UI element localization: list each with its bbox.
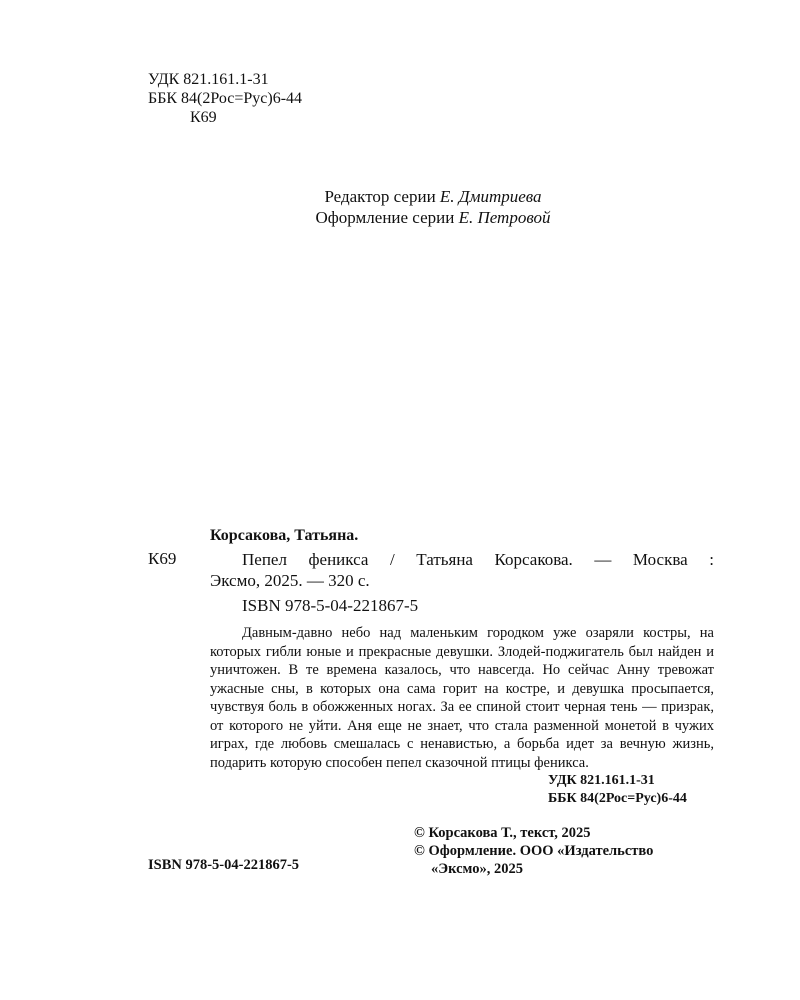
record-title-line2: Эксмо, 2025. — 320 с.: [210, 571, 370, 590]
editor-credit: [0, 186, 800, 207]
copyright-line-text: © Корсакова Т., текст, 2025: [414, 825, 591, 841]
annotation-udk: УДК 821.161.1-31: [548, 773, 655, 788]
annotation-bbk: ББК 84(2Рос=Рус)6-44: [548, 791, 687, 806]
author-mark: К69: [190, 109, 217, 126]
classification-block: [148, 70, 302, 127]
design-name: Е. Петровой: [458, 208, 551, 227]
record-title-statement: [210, 549, 714, 591]
isbn-bottom: ISBN 978-5-04-221867-5: [148, 857, 300, 873]
bbk-code: ББК 84(2Рос=Рус)6-44: [148, 90, 303, 107]
copyright-line-publisher: «Эксмо», 2025: [431, 861, 523, 877]
record-code: К69: [148, 549, 177, 568]
editor-label: Редактор серии: [324, 187, 440, 206]
record-title-line1: Пепел феникса / Татьяна Корсакова. — Москва :: [242, 550, 714, 569]
copyright-block: [414, 824, 653, 878]
editor-name: Е. Дмитриева: [439, 187, 542, 206]
series-credits: [0, 186, 800, 228]
annotation-classification: [548, 772, 687, 808]
udk-code: УДК 821.161.1-31: [148, 71, 269, 88]
design-label: Оформление серии: [315, 208, 459, 227]
design-credit: [0, 207, 800, 228]
record-isbn: ISBN 978-5-04-221867-5: [242, 596, 419, 615]
record-author: Корсакова, Татьяна.: [210, 527, 359, 544]
annotation-text: Давным-давно небо над маленьким городком уже озаряли костры, на которых гибли юные и прекрасные девушки. Злодей-поджигатель был найден и уничтожен. В те времена казалось, что навсегда. Но сейчас Анну тревожат ужасные сны, в которых она сама горит на костре, и девушка просыпается, чувствуя боль в обожженных ногах. За ее спиной стоит черная тень — призрак, от которого не уйти. Аня еще не знает, что стала разменной монетой в чужих играх, где любовь смешалась с ненавистью, а борьба идет за вечную жизнь, подарить которую способен пепел сказочной птицы феникса.: [210, 625, 714, 771]
copyright-line-design: © Оформление. ООО «Издательство: [414, 843, 654, 859]
